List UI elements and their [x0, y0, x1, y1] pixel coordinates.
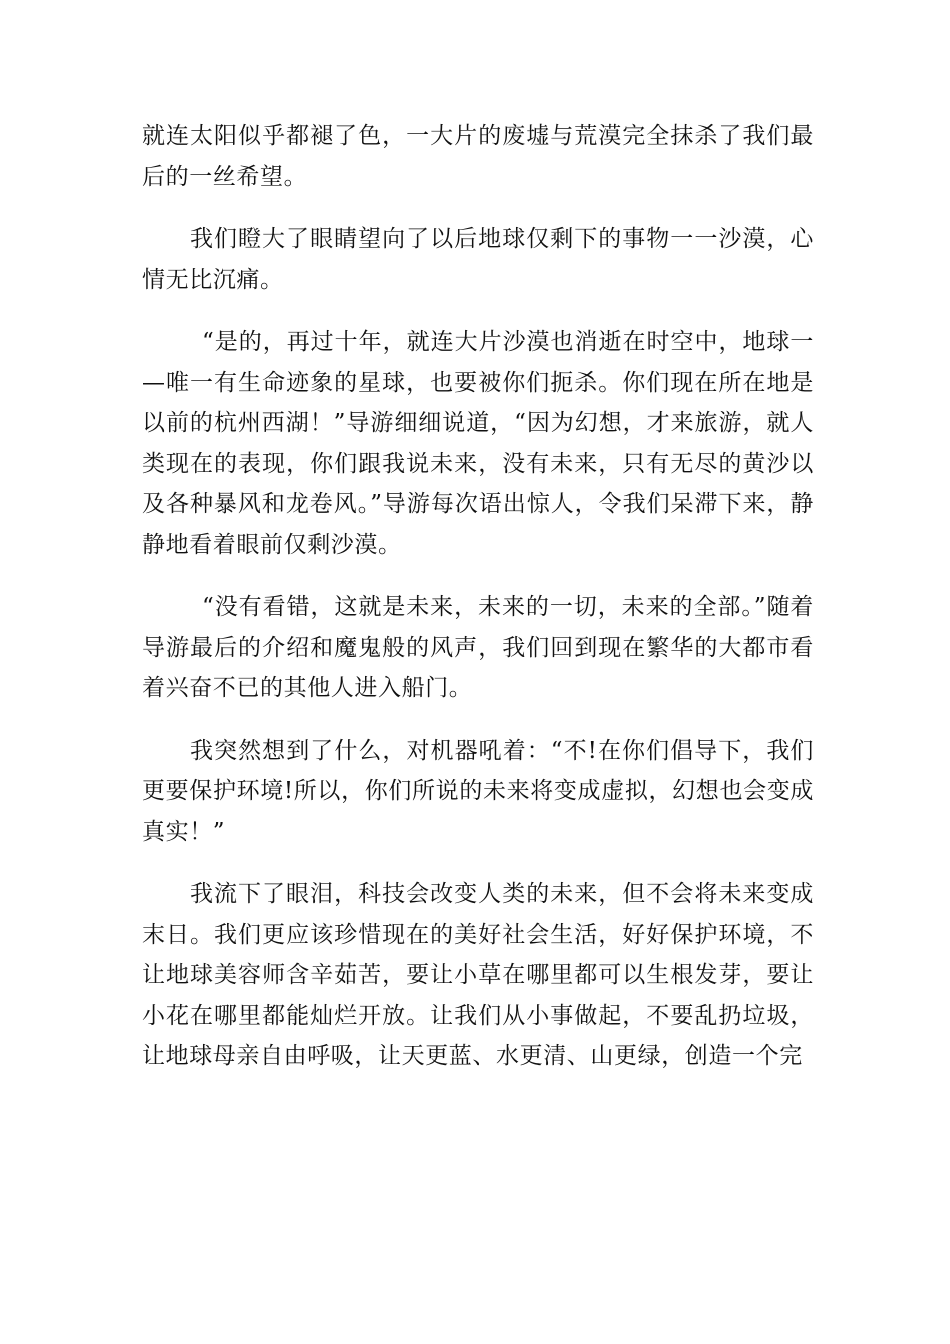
paragraph-5: 我突然想到了什么，对机器吼着：“不!在你们倡导下，我们更要保护环境!所以，你们所说的未来将变成虚拟，幻想也会变成真实！”: [142, 737, 814, 845]
paragraph-2: 我们瞪大了眼睛望向了以后地球仅剩下的事物一一沙漠，心情无比沉痛。: [142, 226, 814, 293]
paragraph-6: 我流下了眼泪，科技会改变人类的未来，但不会将未来变成末日。我们更应该珍惜现在的美好社会生活，好好保护环境，不让地球美容师含辛茹苦，要让小草在哪里都可以生根发芽，要让小花在哪里都能灿烂开放。让我们从小事做起，不要乱扔垃圾，让地球母亲自由呼吸，让天更蓝、水更清、山更绿，创造一个完: [142, 881, 814, 1069]
document-body: [142, 116, 814, 1099]
paragraph-4: “没有看错，这就是未来，未来的一切，未来的全部。”随着导游最后的介绍和魔鬼般的风声，我们回到现在繁华的大都市看着兴奋不已的其他人进入船门。: [142, 594, 814, 701]
paragraph-1: 就连太阳似乎都褪了色，一大片的废墟与荒漠完全抹杀了我们最后的一丝希望。: [142, 123, 814, 190]
paragraph-3: “是的，再过十年，就连大片沙漠也消逝在时空中，地球一—唯一有生命迹象的星球，也要被你们扼杀。你们现在所在地是以前的杭州西湖！”导游细细说道，“因为幻想，才来旅游，就人类现在的表现，你们跟我说未来，没有未来，只有无尽的黄沙以及各种暴风和龙卷风。”导游每次语出惊人，令我们呆滞下来，静静地看着眼前仅剩沙漠。: [142, 329, 814, 558]
